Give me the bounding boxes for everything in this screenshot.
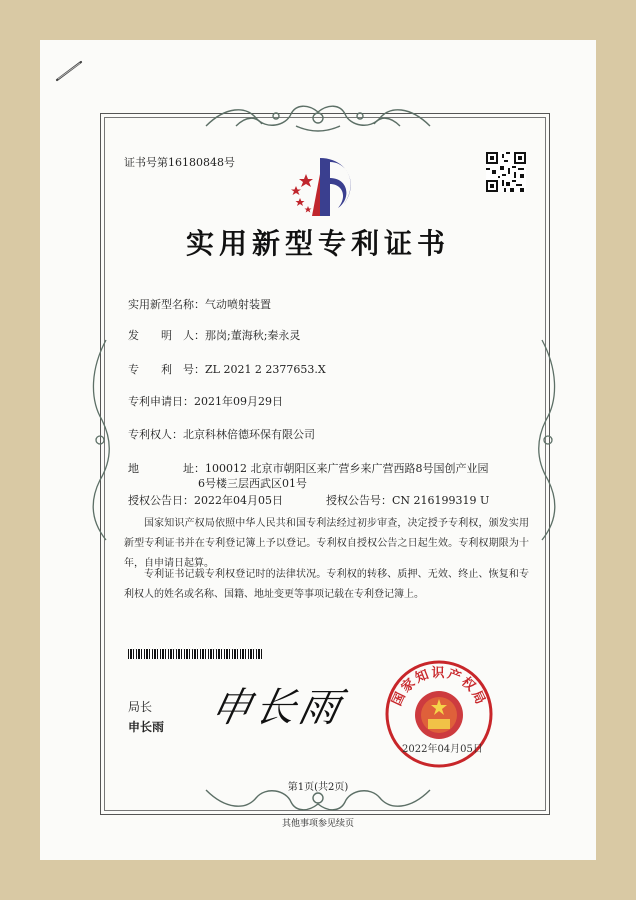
field-value: 2022年04月05日 [194,494,283,507]
field-value: 气动喷射装置 [205,298,271,311]
certificate-number: 证书号第16180848号 [124,156,235,169]
barcode [128,649,262,659]
left-ornament-icon [86,330,114,550]
signature-name: 申长雨 [128,720,165,734]
handwritten-signature: 申长雨 [206,685,349,731]
right-ornament-icon [534,330,562,550]
field-label: 专利申请日： [128,395,194,408]
qr-code-icon [486,152,526,192]
field-label: 发 明 人： [128,329,205,342]
field-label: 专利权人： [128,428,183,441]
field-value: 2021年09月29日 [194,395,283,408]
field-label: 实用新型名称： [128,298,205,311]
field-address-line2: 6号楼三层西武区01号 [198,477,307,490]
field-label: 专 利 号： [128,363,205,376]
field-label: 授权公告日： [128,494,194,507]
field-patent-number [128,361,326,377]
field-value: CN 216199319 U [392,494,490,507]
field-address [128,460,489,476]
field-value: 北京科林倍德环保有限公司 [183,428,315,441]
patent-logo-icon [286,154,356,222]
pen-icon [55,60,83,82]
field-utility-name [128,296,271,312]
certificate-title: 实用新型专利证书 [185,227,450,260]
field-label: 授权公告号： [326,494,392,507]
seal-date: 2022年04月05日 [402,744,483,755]
paragraph-grant: 国家知识产权局依照中华人民共和国专利法经过初步审查，决定授予专利权，颁发实用新型专利证书并在专利登记簿上予以登记。专利权自授权公告之日起生效。专利权期限为十年，自申请日起算。 [124,518,529,569]
field-patentee [128,426,315,442]
field-value: 100012 北京市朝阳区来广营乡来广营西路8号国创产业园 [205,462,489,475]
seal-text: 国家知识产权局 [389,666,489,709]
field-value: 那岗;董海秋;秦永灵 [205,329,301,342]
page-number: 第1页(共2页) [287,782,349,793]
field-label: 地 址： [128,462,205,475]
field-grant-date [128,492,283,508]
field-application-date [128,393,283,409]
field-inventor [128,327,300,343]
field-grant-number [326,492,489,508]
signature-role: 局长 [128,700,153,714]
top-ornament-icon [196,96,440,136]
field-value: ZL 2021 2 2377653.X [205,363,326,376]
paragraph-register: 专利证书记载专利权登记时的法律状况。专利权的转移、质押、无效、终止、恢复和专利权人的姓名或名称、国籍、地址变更等事项记载在专利登记簿上。 [124,569,529,600]
back-note: 其他事项参见续页 [281,819,354,829]
